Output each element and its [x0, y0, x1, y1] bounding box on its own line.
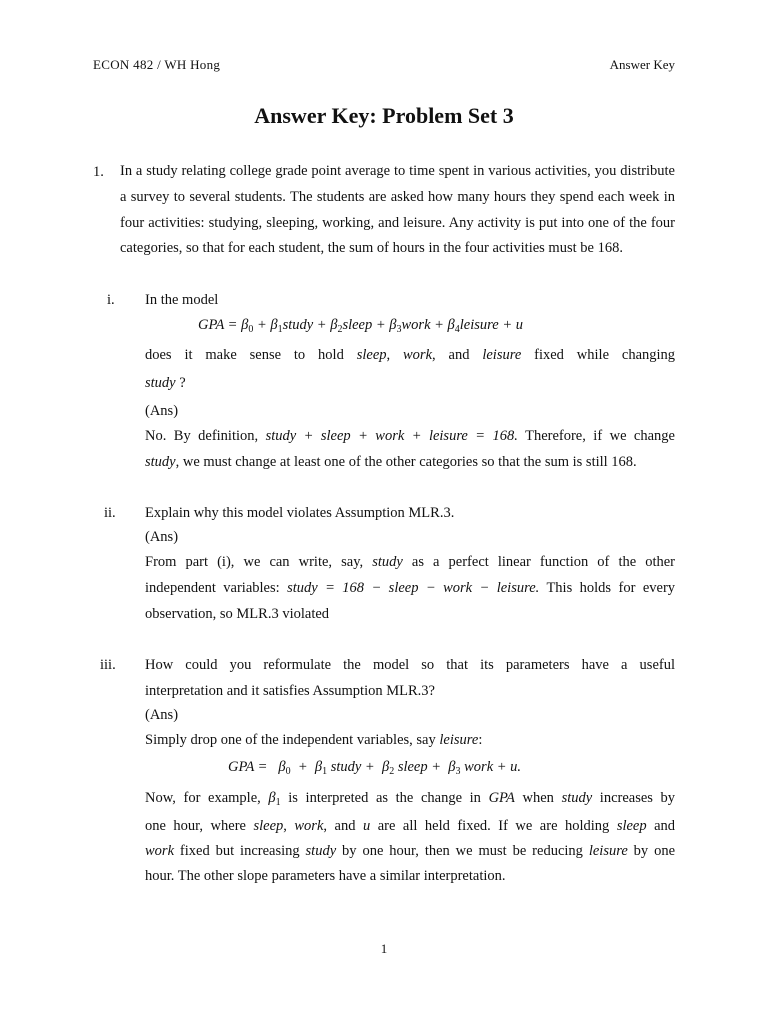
part-i-answer-line2: study, we must change at least one of the other categories so that the sum is still 168. — [145, 454, 637, 470]
part-iii-answer-line2: one hour, where sleep, work, and u are all held fixed. If we are holding sleep and — [145, 818, 676, 834]
question-number: 1. — [93, 164, 104, 180]
part-i-question-line2: study ? — [145, 375, 186, 391]
part-iii-answer-line1: Now, for example, $\beta_1$ is interpreted as the change in GPA when study increases by — [145, 790, 676, 808]
part-i-intro: In the model — [145, 292, 219, 308]
part-ii-answer-line3: observation, so MLR.3 violated — [145, 606, 330, 622]
page-number: 1 — [380, 941, 388, 956]
part-iii-answer-line4: hour. The other slope parameters have a similar interpretation. — [145, 868, 506, 884]
question-text: In a study relating college grade point average to time spent in various activities, you distribute a survey to several students. The students are asked how many hours they spend each week in four activities: studying, sleeping, working, and leisure. Any activity is put into one of the four categories, so that for each student, the sum of hours in the four activities must be 168. — [120, 163, 675, 257]
part-i-answer-line1: No. By definition, study + sleep + work + leisure = 168. Therefore, if we change — [145, 428, 675, 444]
part-iii-drop-line: Simply drop one of the independent variables, say leisure: — [145, 732, 483, 748]
part-i-ans-label: (Ans) — [145, 403, 179, 419]
part-iii-ans-label: (Ans) — [145, 707, 179, 723]
part-ii-label: ii. — [104, 505, 116, 521]
part-iii-label: iii. — [100, 657, 116, 673]
part-ii-ans-label: (Ans) — [145, 529, 179, 545]
model-equation: GPA = $\beta_0$ + $\beta_1study$ + $\beta_2sleep$ + $\beta_3work$ + $\beta_4leisure + u$ — [198, 317, 523, 335]
page-title: Answer Key: Problem Set 3 — [254, 103, 514, 128]
part-ii-answer-line2: independent variables: study = 168 − sleep − work − leisure. This holds for every — [145, 580, 676, 596]
answer-key-header: Answer Key — [609, 57, 675, 72]
part-i-question-line1: does it make sense to hold sleep, work, and leisure fixed while changing — [145, 347, 676, 363]
reformulated-equation: GPA = $\beta_0 + \beta_1$ study + $\beta_2$ sleep + $\beta_3$ work + u. — [228, 759, 522, 777]
part-iii-question-line2: interpretation and it satisfies Assumption MLR.3? — [145, 683, 435, 699]
course-header: ECON 482 / WH Hong — [93, 57, 221, 72]
part-i-label: i. — [107, 292, 115, 308]
part-iii-answer-line3: work fixed but increasing study by one hour, then we must be reducing leisure by one — [145, 843, 676, 859]
part-ii-question: Explain why this model violates Assumption MLR.3. — [145, 505, 455, 521]
part-iii-question-line1: How could you reformulate the model so that its parameters have a useful — [145, 657, 675, 673]
part-ii-answer-line1: From part (i), we can write, say, study as a perfect linear function of the other — [145, 554, 676, 570]
